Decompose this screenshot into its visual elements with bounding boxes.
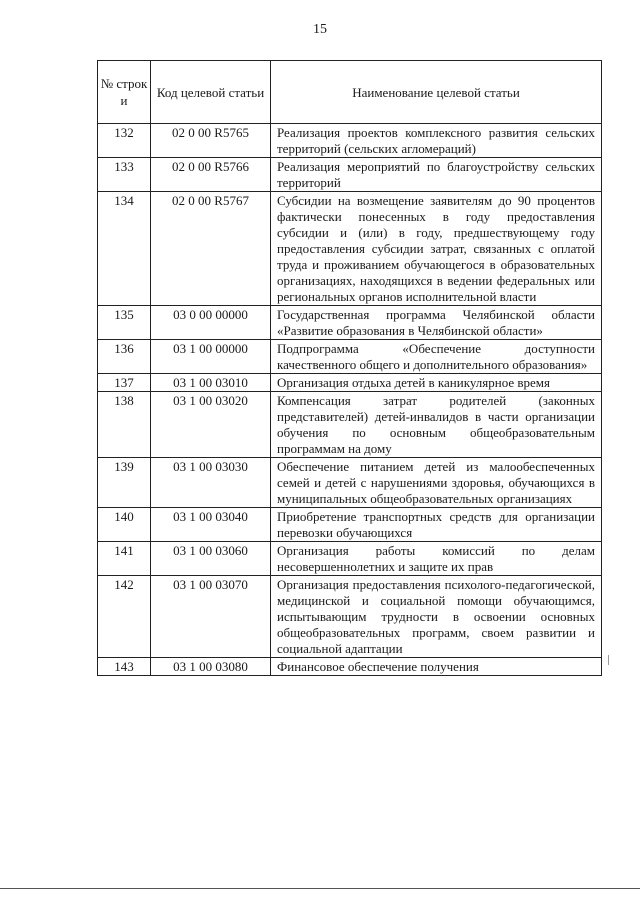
- table-row: [98, 458, 602, 508]
- row-name: Обеспечение питанием детей из малообеспеченных семей и детей с нарушениями здоровья, обучающихся в муниципальных общеобразовательных организациях: [271, 458, 602, 508]
- row-number: 142: [98, 576, 151, 658]
- row-number: 135: [98, 306, 151, 340]
- row-code: 03 0 00 00000: [151, 306, 271, 340]
- row-number: 137: [98, 374, 151, 392]
- row-name: Компенсация затрат родителей (законных представителей) детей-инвалидов в части организации обучения по основным общеобразовательным программам на дому: [271, 392, 602, 458]
- row-name: Государственная программа Челябинской области «Развитие образования в Челябинской области»: [271, 306, 602, 340]
- header-row-number: № строк и: [98, 61, 151, 124]
- row-name: Организация работы комиссий по делам несовершеннолетних и защите их прав: [271, 542, 602, 576]
- table-row: [98, 374, 602, 392]
- row-name: Реализация проектов комплексного развития сельских территорий (сельских агломераций): [271, 124, 602, 158]
- row-name: Приобретение транспортных средств для организации перевозки обучающихся: [271, 508, 602, 542]
- page-number: 15: [313, 22, 327, 37]
- table-row: [98, 340, 602, 374]
- target-articles-table: [97, 60, 602, 676]
- row-number: 143: [98, 658, 151, 676]
- row-number: 132: [98, 124, 151, 158]
- table-row: [98, 576, 602, 658]
- row-name: Субсидии на возмещение заявителям до 90 процентов фактически понесенных в году предоставления субсидии и (или) в году, предшествующему году предоставления субсидии затрат, связанных с оплатой труда и проживанием обучающегося в образовательных организациях, находящихся в ведении федеральных или региональных органов исполнительной власти: [271, 192, 602, 306]
- row-number: 138: [98, 392, 151, 458]
- row-code: 02 0 00 R5765: [151, 124, 271, 158]
- table-row: [98, 124, 602, 158]
- table-row: [98, 658, 602, 676]
- row-name: Подпрограмма «Обеспечение доступности качественного общего и дополнительного образования»: [271, 340, 602, 374]
- row-code: 03 1 00 03020: [151, 392, 271, 458]
- page-bottom-edge: [0, 888, 640, 889]
- row-code: 02 0 00 R5767: [151, 192, 271, 306]
- row-name: Реализация мероприятий по благоустройству сельских территорий: [271, 158, 602, 192]
- row-code: 03 1 00 03040: [151, 508, 271, 542]
- row-name: Финансовое обеспечение получения: [271, 658, 602, 676]
- table-row: [98, 192, 602, 306]
- scan-margin-mark: [608, 655, 609, 665]
- row-code: 03 1 00 03070: [151, 576, 271, 658]
- row-code: 03 1 00 03010: [151, 374, 271, 392]
- table-row: [98, 508, 602, 542]
- table-row: [98, 158, 602, 192]
- row-number: 133: [98, 158, 151, 192]
- row-number: 139: [98, 458, 151, 508]
- row-code: 03 1 00 03060: [151, 542, 271, 576]
- row-number: 141: [98, 542, 151, 576]
- row-name: Организация предоставления психолого-педагогической, медицинской и социальной помощи обучающимся, испытывающим трудности в освоении основных общеобразовательных программ, своем развитии и социальной адаптации: [271, 576, 602, 658]
- row-code: 03 1 00 03030: [151, 458, 271, 508]
- row-code: 03 1 00 00000: [151, 340, 271, 374]
- table-row: [98, 392, 602, 458]
- row-number: 134: [98, 192, 151, 306]
- table-row: [98, 306, 602, 340]
- row-number: 136: [98, 340, 151, 374]
- row-number: 140: [98, 508, 151, 542]
- table-row: [98, 542, 602, 576]
- header-name: Наименование целевой статьи: [271, 61, 602, 124]
- header-code: Код целевой статьи: [151, 61, 271, 124]
- row-code: 03 1 00 03080: [151, 658, 271, 676]
- table-header-row: [98, 61, 602, 124]
- row-name: Организация отдыха детей в каникулярное время: [271, 374, 602, 392]
- row-code: 02 0 00 R5766: [151, 158, 271, 192]
